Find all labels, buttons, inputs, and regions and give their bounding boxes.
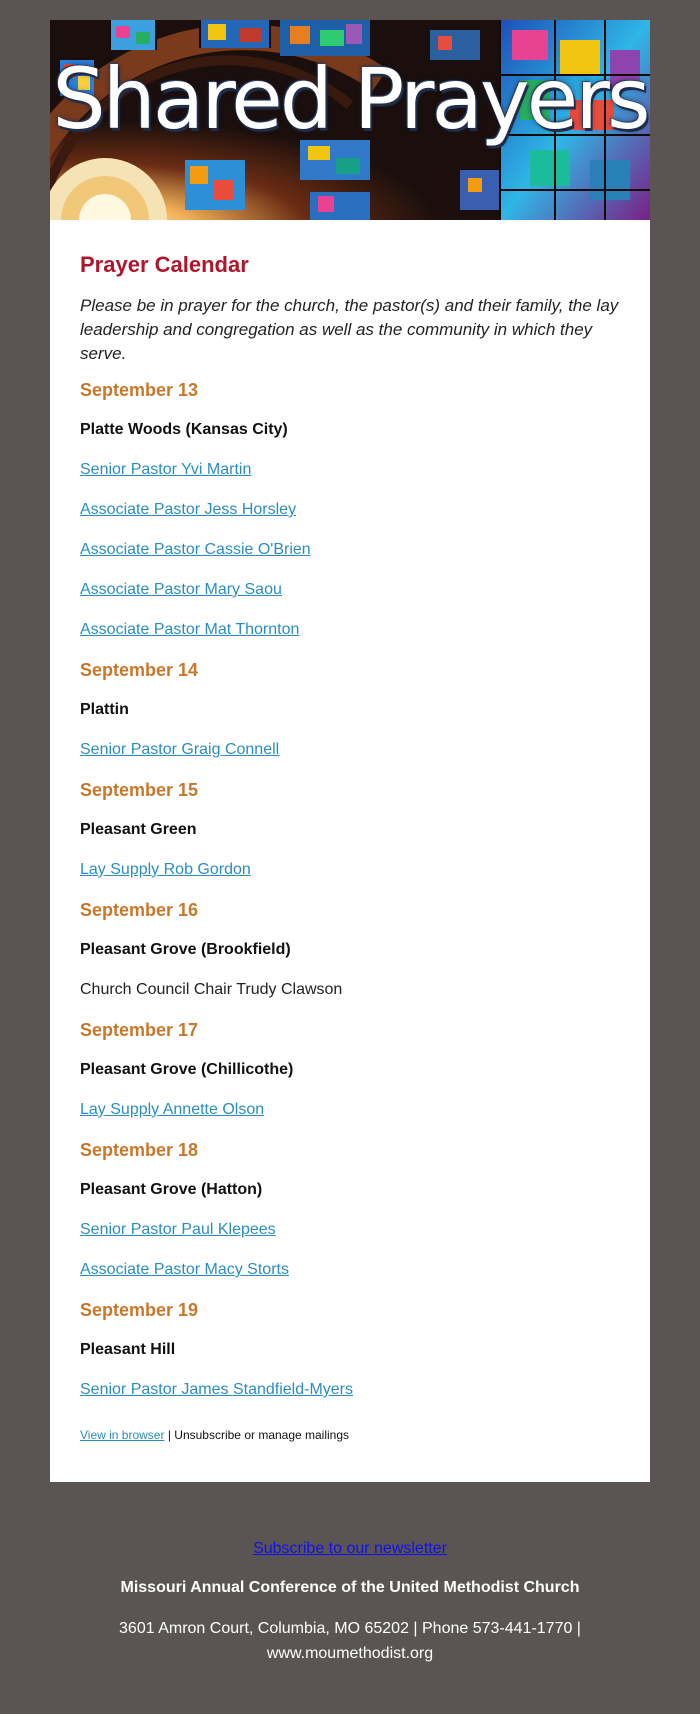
church-name: Pleasant Grove (Brookfield) <box>80 941 291 958</box>
pastor-link[interactable]: Senior Pastor Yvi Martin <box>80 461 252 478</box>
banner-image <box>50 20 650 220</box>
calendar-days <box>80 379 620 1401</box>
newsletter-bottom <box>0 1538 700 1666</box>
pastor-link[interactable]: Senior Pastor Graig Connell <box>80 741 280 758</box>
address-line: 3601 Amron Court, Columbia, MO 65202 | Phone 573-441-1770 | <box>119 1620 581 1637</box>
church-name: Pleasant Grove (Hatton) <box>80 1181 263 1198</box>
calendar-date: September 19 <box>80 1300 199 1320</box>
subscribe-link[interactable]: Subscribe to our newsletter <box>253 1540 447 1557</box>
pastor-link[interactable]: Lay Supply Annette Olson <box>80 1101 265 1118</box>
newsletter-card <box>50 20 650 1482</box>
calendar-date: September 14 <box>80 660 199 680</box>
church-name: Pleasant Hill <box>80 1341 176 1358</box>
church-name: Plattin <box>80 701 129 718</box>
calendar-date: September 18 <box>80 1140 199 1160</box>
calendar-date: September 13 <box>80 380 199 400</box>
calendar-intro: Please be in prayer for the church, the pastor(s) and their family, the lay leadership and congregation as well as the community in which they serve. <box>80 296 619 363</box>
website-line: www.moumethodist.org <box>266 1645 434 1662</box>
pastor-link[interactable]: Associate Pastor Jess Horsley <box>80 501 297 518</box>
pastor-link[interactable]: Associate Pastor Cassie O'Brien <box>80 541 311 558</box>
organization-address <box>0 1616 700 1666</box>
calendar-heading: Prayer Calendar <box>80 252 249 277</box>
calendar-content <box>50 220 650 1443</box>
pastor-link[interactable]: Senior Pastor Paul Klepees <box>80 1221 276 1238</box>
unsubscribe-text: Unsubscribe or manage mailings <box>174 1428 350 1442</box>
pastor-link[interactable]: Lay Supply Rob Gordon <box>80 861 251 878</box>
pastor-link[interactable]: Senior Pastor James Standfield-Myers <box>80 1381 353 1398</box>
footer-separator: | <box>164 1428 175 1442</box>
contact-name: Church Council Chair Trudy Clawson <box>80 981 343 998</box>
pastor-link[interactable]: Associate Pastor Macy Storts <box>80 1261 289 1278</box>
email-footer-links <box>80 1427 620 1443</box>
view-in-browser-link[interactable]: View in browser <box>80 1428 165 1442</box>
church-name: Pleasant Green <box>80 821 197 838</box>
calendar-date: September 16 <box>80 900 199 920</box>
pastor-link[interactable]: Associate Pastor Mary Saou <box>80 581 282 598</box>
calendar-date: September 17 <box>80 1020 199 1040</box>
banner-title: Shared Prayers <box>52 50 648 148</box>
calendar-date: September 15 <box>80 780 199 800</box>
organization-name: Missouri Annual Conference of the United Methodist Church <box>120 1579 580 1596</box>
church-name: Platte Woods (Kansas City) <box>80 421 288 438</box>
pastor-link[interactable]: Associate Pastor Mat Thornton <box>80 621 300 638</box>
church-name: Pleasant Grove (Chillicothe) <box>80 1061 294 1078</box>
